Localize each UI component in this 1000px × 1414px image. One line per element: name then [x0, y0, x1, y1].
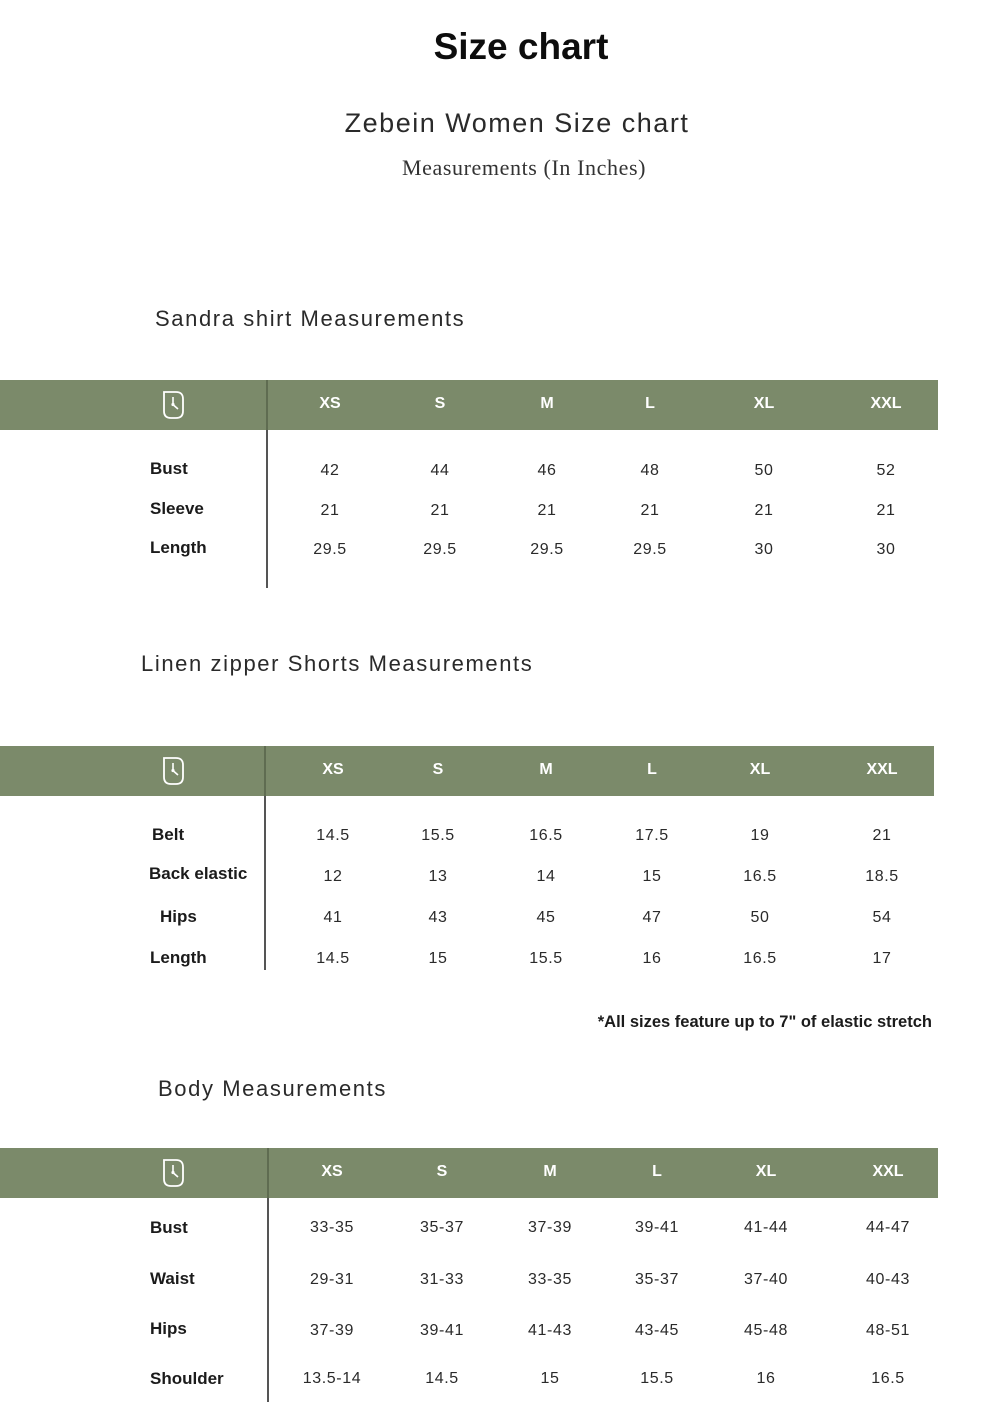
table-cell: 41	[323, 909, 343, 926]
row-label: Hips	[160, 907, 197, 926]
table-cell: 13.5-14	[302, 1370, 362, 1387]
size-header-xs: XS	[319, 395, 341, 412]
sandra-shirt-title: Sandra shirt Measurements	[155, 306, 466, 331]
row-label: Length	[150, 538, 207, 557]
size-header-xl: XL	[749, 761, 771, 778]
row-label: Shoulder	[150, 1369, 224, 1388]
header-divider	[264, 746, 266, 796]
table-cell: 33-35	[310, 1219, 354, 1236]
size-header-s: S	[436, 1163, 448, 1180]
measuring-tape-icon	[160, 389, 186, 421]
page-subtitle: Zebein Women Size chart	[344, 108, 690, 138]
table-cell: 30	[754, 541, 774, 558]
units-caption: Measurements (In Inches)	[401, 155, 647, 180]
measuring-tape-icon	[160, 1157, 186, 1189]
size-header-xl: XL	[753, 395, 775, 412]
table-cell: 37-39	[528, 1219, 572, 1236]
row-label: Hips	[150, 1319, 187, 1338]
row-label: Length	[150, 948, 207, 967]
table-cell: 47	[642, 909, 662, 926]
table-cell: 15	[428, 950, 448, 967]
page-title: Size chart	[433, 26, 609, 67]
table-cell: 15.5	[421, 827, 455, 844]
table-cell: 14	[536, 868, 556, 885]
row-label: Waist	[150, 1269, 195, 1288]
size-header-l: L	[645, 395, 655, 412]
table-cell: 29.5	[423, 541, 457, 558]
table-cell: 18.5	[865, 868, 899, 885]
table-cell: 15.5	[640, 1370, 674, 1387]
table-header-band	[0, 1148, 938, 1198]
table-cell: 16	[756, 1370, 776, 1387]
table-cell: 16.5	[743, 868, 777, 885]
table-cell: 14.5	[316, 950, 350, 967]
table-cell: 45	[536, 909, 556, 926]
header-divider	[267, 1148, 269, 1198]
size-header-l: L	[652, 1163, 662, 1180]
table-cell: 16	[642, 950, 662, 967]
table-cell: 21	[320, 502, 340, 519]
table-cell: 50	[750, 909, 770, 926]
row-label: Back elastic	[149, 864, 248, 883]
table-header-band	[0, 380, 938, 430]
table-cell: 21	[876, 502, 896, 519]
elastic-stretch-note: *All sizes feature up to 7" of elastic stretch	[597, 1013, 932, 1031]
table-cell: 40-43	[866, 1271, 910, 1288]
table-cell: 21	[640, 502, 660, 519]
table-cell: 48-51	[866, 1322, 910, 1339]
table-cell: 41-44	[744, 1219, 788, 1236]
table-cell: 29.5	[633, 541, 667, 558]
table-cell: 29.5	[530, 541, 564, 558]
table-cell: 29.5	[313, 541, 347, 558]
size-header-xs: XS	[321, 1163, 343, 1180]
table-cell: 42	[320, 462, 340, 479]
table-cell: 13	[428, 868, 448, 885]
table-cell: 15	[540, 1370, 560, 1387]
table-cell: 21	[754, 502, 774, 519]
table-cell: 45-48	[744, 1322, 788, 1339]
table-cell: 46	[537, 462, 557, 479]
size-header-l: L	[647, 761, 657, 778]
table-cell: 15	[642, 868, 662, 885]
table-cell: 30	[876, 541, 896, 558]
row-label: Bust	[150, 1218, 188, 1237]
table-cell: 14.5	[425, 1370, 459, 1387]
table-cell: 16.5	[871, 1370, 905, 1387]
table-cell: 54	[872, 909, 892, 926]
table-cell: 41-43	[528, 1322, 572, 1339]
table-cell: 31-33	[420, 1271, 464, 1288]
linen-shorts-title: Linen zipper Shorts Measurements	[141, 651, 534, 676]
table-cell: 33-35	[528, 1271, 572, 1288]
table-cell: 16.5	[529, 827, 563, 844]
size-header-m: M	[539, 761, 553, 778]
table-header-band	[0, 746, 934, 796]
table-cell: 35-37	[420, 1219, 464, 1236]
size-header-xxl: XXL	[872, 1163, 904, 1180]
measuring-tape-icon	[160, 755, 186, 787]
size-header-xs: XS	[322, 761, 344, 778]
table-cell: 15.5	[529, 950, 563, 967]
table-cell: 19	[750, 827, 770, 844]
table-cell: 17.5	[635, 827, 669, 844]
table-cell: 39-41	[420, 1322, 464, 1339]
table-cell: 52	[876, 462, 896, 479]
row-label: Sleeve	[150, 499, 204, 518]
size-header-xxl: XXL	[870, 395, 902, 412]
size-header-s: S	[432, 761, 444, 778]
table-cell: 12	[323, 868, 343, 885]
size-header-m: M	[540, 395, 554, 412]
table-cell: 35-37	[635, 1271, 679, 1288]
row-label: Belt	[152, 825, 185, 844]
size-header-s: S	[434, 395, 446, 412]
table-cell: 43-45	[635, 1322, 679, 1339]
table-cell: 39-41	[635, 1219, 679, 1236]
table-cell: 43	[428, 909, 448, 926]
size-header-m: M	[543, 1163, 557, 1180]
table-cell: 37-40	[744, 1271, 788, 1288]
table-cell: 48	[640, 462, 660, 479]
table-cell: 37-39	[310, 1322, 354, 1339]
table-divider	[267, 1198, 269, 1402]
table-cell: 21	[430, 502, 450, 519]
table-cell: 44-47	[866, 1219, 910, 1236]
table-cell: 14.5	[316, 827, 350, 844]
size-header-xl: XL	[755, 1163, 777, 1180]
table-divider	[266, 430, 268, 588]
table-divider	[264, 796, 266, 970]
body-measurements-title: Body Measurements	[158, 1076, 387, 1101]
row-label: Bust	[150, 459, 188, 478]
table-cell: 44	[430, 462, 450, 479]
size-header-xxl: XXL	[866, 761, 898, 778]
table-cell: 21	[872, 827, 892, 844]
table-cell: 16.5	[743, 950, 777, 967]
header-divider	[266, 380, 268, 430]
table-cell: 50	[754, 462, 774, 479]
table-cell: 29-31	[310, 1271, 354, 1288]
table-cell: 17	[872, 950, 892, 967]
table-cell: 21	[537, 502, 557, 519]
